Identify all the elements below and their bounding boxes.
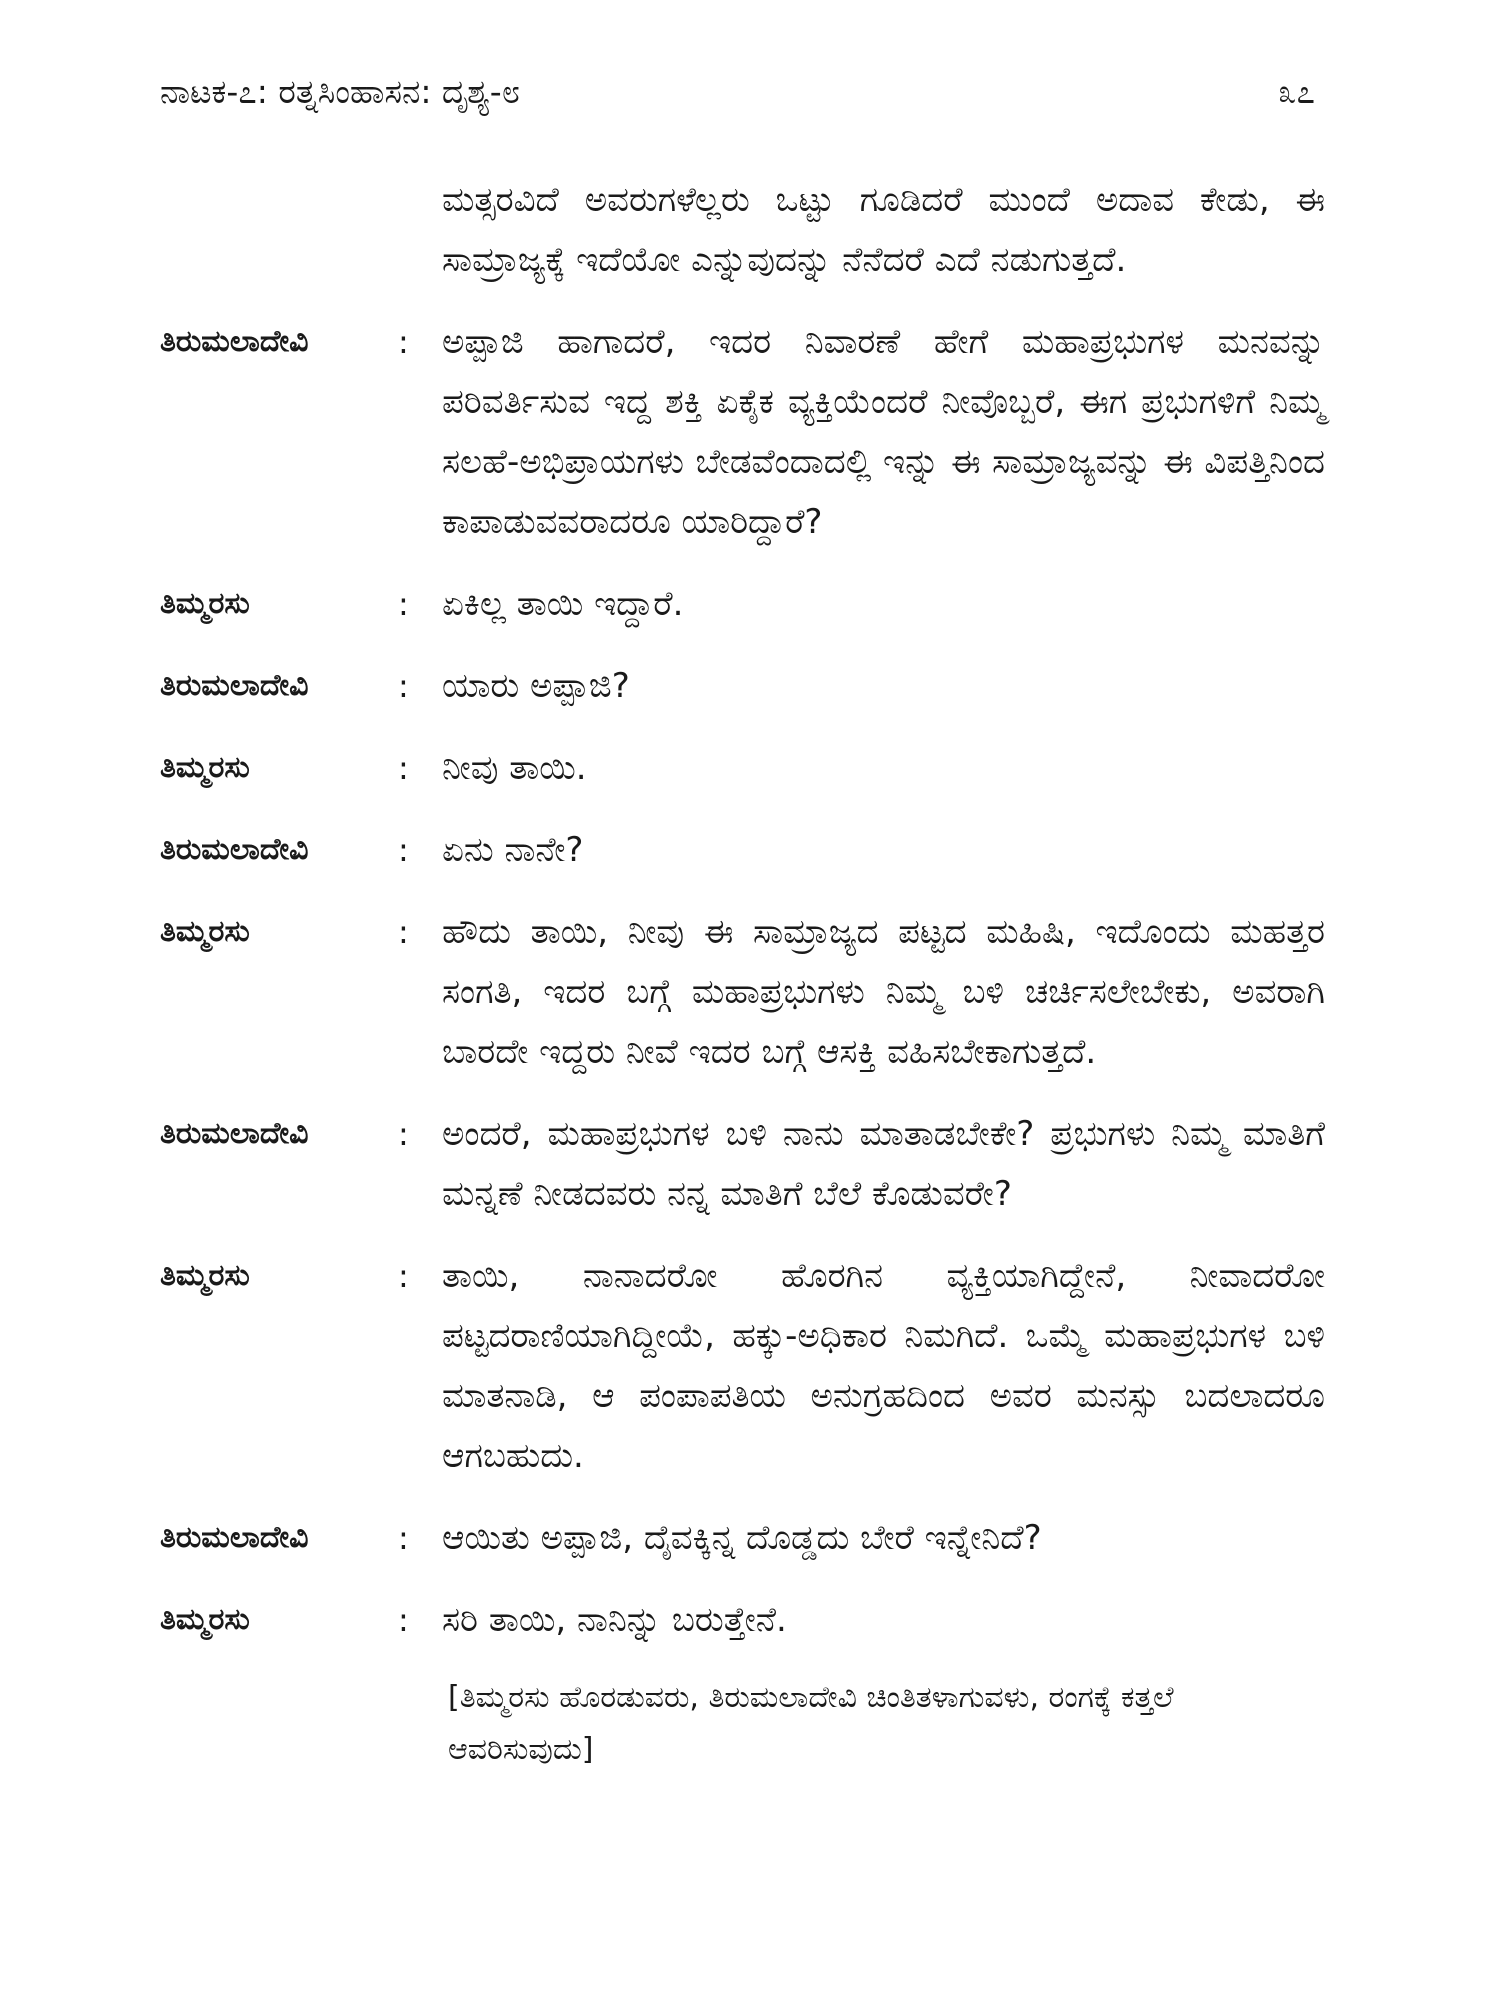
dialogue-entry (160, 1590, 1325, 1650)
speech-text: ಏನು ನಾನೇ? (442, 830, 584, 870)
dialogue-entry (160, 738, 1325, 798)
speaker-name: ತಿಮ್ಮರಸು (160, 750, 250, 785)
dialogue-entry (160, 902, 1325, 1082)
dialogue-entry (160, 312, 1325, 552)
speaker-colon: : (398, 1519, 409, 1557)
speech-text: ಅಪ್ಪಾಜಿ ಹಾಗಾದರೆ, ಇದರ ನಿವಾರಣೆ ಹೇಗೆ ಮಹಾಪ್ರಭುಗಳ ಮನವನ್ನು ಪರಿವರ್ತಿಸುವ ಇದ್ದ ಶಕ್ತಿ ಏಕೈಕ ವ್ಯಕ್ತಿಯೆಂದರೆ ನೀವೊಬ್ಬರೆ, ಈಗ ಪ್ರಭುಗಳಿಗೆ ನಿಮ್ಮ ಸಲಹೆ-ಅಭಿಪ್ರಾಯಗಳು ಬೇಡವೆಂದಾದಲ್ಲಿ ಇನ್ನು ಈ ಸಾಮ್ರಾಜ್ಯವನ್ನು ಈ ವಿಪತ್ತಿನಿಂದ ಕಾಪಾಡುವವರಾದರೂ ಯಾರಿದ್ದಾರೆ? (442, 322, 1325, 542)
speech-text: ಯಾರು ಅಪ್ಪಾಜಿ? (442, 666, 630, 706)
play-text (160, 170, 1325, 1776)
dialogue-entry (160, 656, 1325, 716)
header-title: ನಾಟಕ-೭: ರತ್ನಸಿಂಹಾಸನ: ದೃಶ್ಯ-೮ (160, 72, 521, 111)
speaker-name: ತಿಮ್ಮರಸು (160, 1602, 250, 1637)
speaker-name: ತಿಮ್ಮರಸು (160, 914, 250, 949)
speaker-colon: : (398, 667, 409, 705)
speaker-name: ತಿಮ್ಮರಸು (160, 1258, 250, 1293)
stage-direction: [ತಿಮ್ಮರಸು ಹೊರಡುವರು, ತಿರುಮಲಾದೇವಿ ಚಿಂತಿತಳಾಗುವಳು, ರಂಗಕ್ಕೆ ಕತ್ತಲೆ ಆವರಿಸುವುದು] (448, 1680, 1174, 1767)
dialogue-entry (160, 574, 1325, 634)
speaker-colon: : (398, 323, 409, 361)
speech-text: ಆಯಿತು ಅಪ್ಪಾಜಿ, ದೈವಕ್ಕಿನ್ನ ದೊಡ್ಡದು ಬೇರೆ ಇನ್ನೇನಿದೆ? (442, 1518, 1042, 1558)
speaker-name: ತಿರುಮಲಾದೇವಿ (160, 1116, 309, 1151)
speaker-colon: : (398, 913, 409, 951)
speaker-colon: : (398, 749, 409, 787)
speech-text: ನೀವು ತಾಯಿ. (442, 748, 587, 788)
speech-text: ಏಕಿಲ್ಲ ತಾಯಿ ಇದ್ದಾರೆ. (442, 584, 684, 624)
running-header (160, 62, 1315, 122)
page-number: ೩೭ (1278, 72, 1315, 111)
dialogue-entry (160, 820, 1325, 880)
speech-text: ತಾಯಿ, ನಾನಾದರೋ ಹೊರಗಿನ ವ್ಯಕ್ತಿಯಾಗಿದ್ದೇನೆ, ನೀವಾದರೋ ಪಟ್ಟದರಾಣಿಯಾಗಿದ್ದೀಯೆ, ಹಕ್ಕು-ಅಧಿಕಾರ ನಿಮಗಿದೆ. ಒಮ್ಮೆ ಮಹಾಪ್ರಭುಗಳ ಬಳಿ ಮಾತನಾಡಿ, ಆ ಪಂಪಾಪತಿಯ ಅನುಗ್ರಹದಿಂದ ಅವರ ಮನಸ್ಸು ಬದಲಾದರೂ ಆಗಬಹುದು. (442, 1256, 1325, 1476)
speech-text: ಸರಿ ತಾಯಿ, ನಾನಿನ್ನು ಬರುತ್ತೇನೆ. (442, 1600, 787, 1640)
speaker-name: ತಿರುಮಲಾದೇವಿ (160, 1520, 309, 1555)
dialogue-entry (160, 1508, 1325, 1568)
dialogue-entry (160, 1246, 1325, 1486)
speaker-colon: : (398, 831, 409, 869)
dialogue-entry (160, 1104, 1325, 1224)
speech-text: ಅಂದರೆ, ಮಹಾಪ್ರಭುಗಳ ಬಳಿ ನಾನು ಮಾತಾಡಬೇಕೇ? ಪ್ರಭುಗಳು ನಿಮ್ಮ ಮಾತಿಗೆ ಮನ್ನಣೆ ನೀಡದವರು ನನ್ನ ಮಾತಿಗೆ ಬೆಲೆ ಕೊಡುವರೇ? (442, 1114, 1325, 1214)
speaker-colon: : (398, 1115, 409, 1153)
speaker-colon: : (398, 1601, 409, 1639)
speaker-name: ತಿರುಮಲಾದೇವಿ (160, 324, 309, 359)
speech-text: ಹೌದು ತಾಯಿ, ನೀವು ಈ ಸಾಮ್ರಾಜ್ಯದ ಪಟ್ಟದ ಮಹಿಷಿ, ಇದೊಂದು ಮಹತ್ತರ ಸಂಗತಿ, ಇದರ ಬಗ್ಗೆ ಮಹಾಪ್ರಭುಗಳು ನಿಮ್ಮ ಬಳಿ ಚರ್ಚಿಸಲೇಬೇಕು, ಅವರಾಗಿ ಬಾರದೇ ಇದ್ದರು ನೀವೆ ಇದರ ಬಗ್ಗೆ ಆಸಕ್ತಿ ವಹಿಸಬೇಕಾಗುತ್ತದೆ. (442, 912, 1325, 1072)
speaker-name: ತಿಮ್ಮರಸು (160, 586, 250, 621)
speaker-name: ತಿರುಮಲಾದೇವಿ (160, 832, 309, 867)
speaker-name: ತಿರುಮಲಾದೇವಿ (160, 668, 309, 703)
speaker-colon: : (398, 585, 409, 623)
continuation-text: ಮತ್ಸರವಿದೆ ಅವರುಗಳೆಲ್ಲರು ಒಟ್ಟು ಗೂಡಿದರೆ ಮುಂದೆ ಅದಾವ ಕೇಡು, ಈ ಸಾಮ್ರಾಜ್ಯಕ್ಕೆ ಇದೆಯೋ ಎನ್ನುವುದನ್ನು ನೆನೆದರೆ ಎದೆ ನಡುಗುತ್ತದೆ. (442, 180, 1325, 280)
continuation-paragraph (160, 170, 1325, 290)
speaker-colon: : (398, 1257, 409, 1295)
